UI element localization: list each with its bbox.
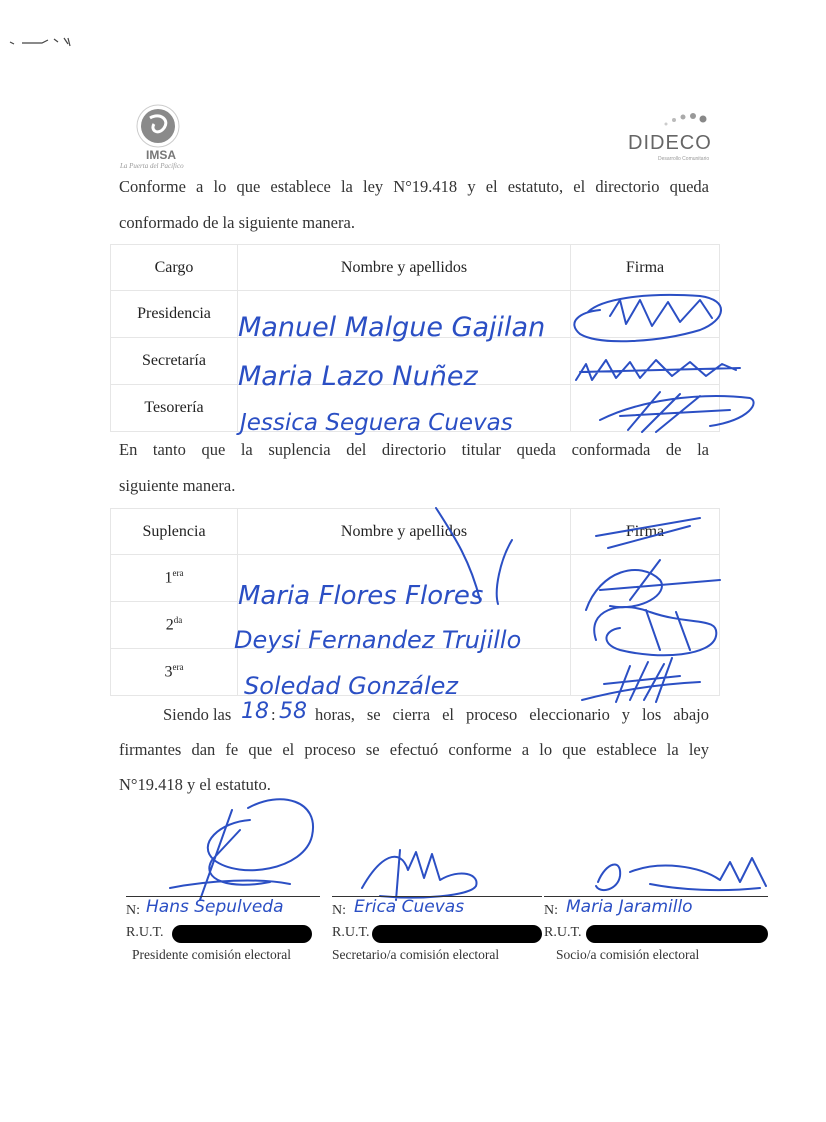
rut-label: R.U.T.: [332, 925, 370, 940]
rut-row: [544, 925, 768, 943]
paragraph-1-line-1: Conforme a lo que establece la ley N°19.418 y el estatuto, el directorio queda: [119, 177, 709, 196]
rut-row: [126, 925, 320, 943]
closing-hours-handwritten: 18: [241, 699, 269, 724]
paragraph-1-line-2: conformado de la siguiente manera.: [119, 213, 355, 232]
dideco-subtitle: Desarrollo Comunitario: [658, 156, 710, 162]
rut-label: R.U.T.: [126, 925, 164, 940]
n-value-handwritten: Maria Jaramillo: [566, 897, 693, 917]
signature-secretario-comision: [362, 850, 477, 900]
header-suplencia: Suplencia: [111, 509, 238, 555]
signature-block-socio: [544, 896, 768, 963]
n-row: [332, 897, 542, 925]
closing-prefix: Siendo las: [163, 705, 232, 724]
paragraph-3-line-3: N°19.418 y el estatuto.: [119, 775, 271, 794]
n-label: N:: [332, 903, 346, 918]
cargo-cell: Tesorería: [111, 385, 238, 432]
rut-redaction: [372, 925, 542, 943]
header-nombre: Nombre y apellidos: [238, 509, 571, 555]
signature-caption: Presidente comisión electoral: [132, 947, 291, 962]
imsa-logo-text: IMSA: [146, 148, 176, 162]
rut-redaction: [586, 925, 768, 943]
closing-suffix: horas, se cierra el proceso eleccionario y los abajo: [315, 705, 709, 724]
header-firma: Firma: [571, 509, 720, 555]
n-label: N:: [544, 903, 558, 918]
n-row: [126, 897, 320, 925]
paragraph-2-line-1: En tanto que la suplencia del directorio titular queda conformada de la: [119, 440, 709, 459]
header-firma: Firma: [571, 245, 720, 291]
rut-row: [332, 925, 542, 943]
cargo-cell: Secretaría: [111, 338, 238, 385]
header-cargo: Cargo: [111, 245, 238, 291]
handwritten-name-tesoreria: Jessica Seguera Cuevas: [240, 410, 513, 436]
handwritten-name-suplente-3: Soledad González: [244, 672, 458, 700]
rut-label: R.U.T.: [544, 925, 582, 940]
handwritten-name-presidencia: Manuel Malgue Gajilan: [238, 312, 546, 343]
n-row: [544, 897, 768, 925]
signature-caption: Secretario/a comisión electoral: [332, 947, 500, 962]
handwritten-name-secretaria: Maria Lazo Nuñez: [238, 361, 478, 392]
suplencia-cell: $2^{da}$: [111, 602, 238, 649]
signature-presidente-comision: [170, 799, 313, 900]
time-separator: :: [271, 705, 276, 724]
signature-caption: Socio/a comisión electoral: [556, 947, 700, 962]
n-value-handwritten: Hans Sepulveda: [146, 897, 284, 917]
signature-block-secretario: [332, 896, 542, 963]
paragraph-3-line-2: firmantes dan fe que el proceso se efectuó conforme a lo que establece la ley: [119, 740, 709, 759]
imsa-tagline: La Puerta del Pacífico: [120, 162, 184, 170]
paragraph-2-line-2: siguiente manera.: [119, 476, 236, 495]
closing-minutes-handwritten: 58: [279, 699, 307, 724]
suplencia-cell: $3^{era}$: [111, 649, 238, 696]
signature-block-presidente: [126, 896, 320, 963]
n-value-handwritten: Erica Cuevas: [354, 897, 465, 917]
suplencia-cell: $1^{era}$: [111, 555, 238, 602]
header-nombre: Nombre y apellidos: [238, 245, 571, 291]
signature-socio-comision: [596, 858, 766, 890]
dideco-logo-text: DIDECO: [628, 132, 712, 154]
handwritten-name-suplente-1: Maria Flores Flores: [238, 581, 484, 611]
cargo-cell: Presidencia: [111, 291, 238, 338]
rut-redaction: [172, 925, 312, 943]
n-label: N:: [126, 903, 140, 918]
handwritten-name-suplente-2: Deysi Fernandez Trujillo: [234, 626, 522, 654]
